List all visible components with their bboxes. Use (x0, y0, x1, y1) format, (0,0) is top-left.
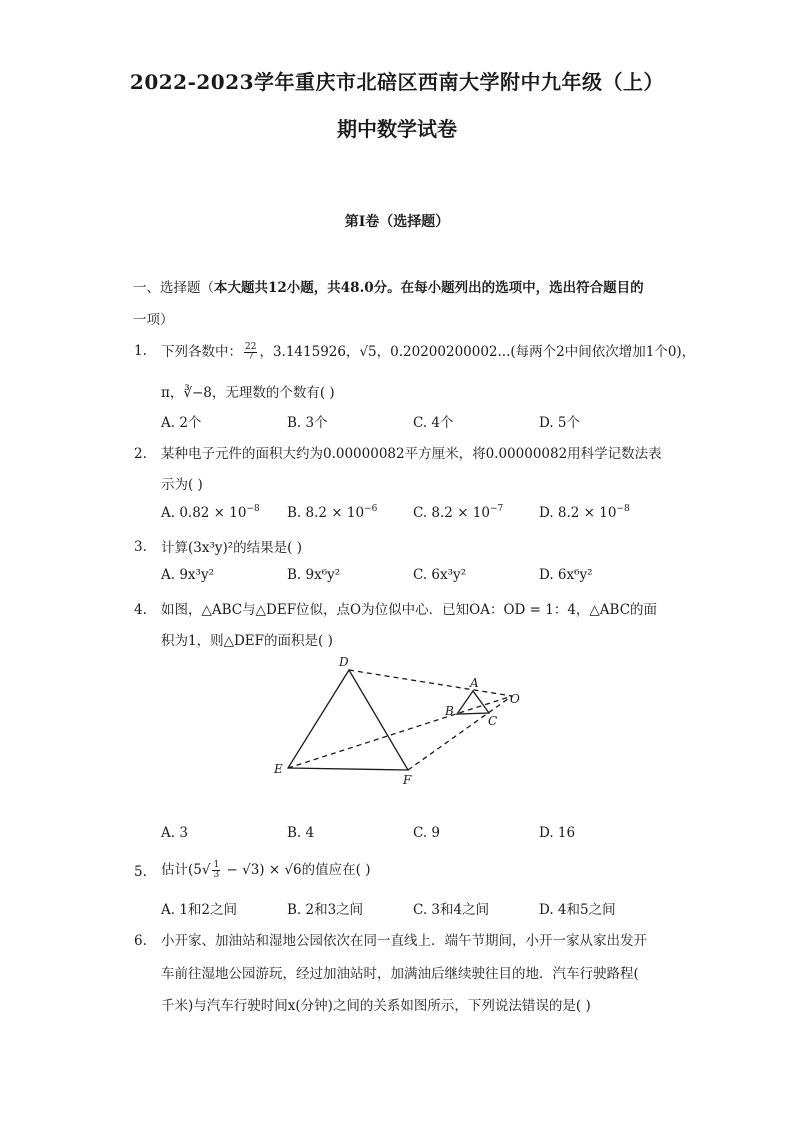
fraction-numerator: 1 (213, 860, 220, 870)
option-text: C. 8.2 × 10 (413, 505, 490, 521)
option-b (287, 504, 377, 521)
question-number: 4. (134, 602, 147, 618)
exam-title: 2022-2023学年重庆市北碚区西南大学附中九年级（上） (129, 70, 665, 94)
exponent: −8 (246, 504, 260, 514)
question-text: 积为1，则△DEF的面积是( ) (161, 633, 333, 649)
label-a: A (470, 676, 479, 690)
fraction (244, 343, 257, 362)
radical-sign: √ (201, 862, 211, 878)
question-text-part: ，3.1415926，√5，0.20200200002...(每两个2中间依次增加1个0)， (259, 344, 696, 360)
label-d: D (339, 655, 349, 669)
label-c: C (488, 714, 498, 728)
option-d: D. 16 (539, 825, 576, 841)
question-number: 3. (134, 539, 147, 555)
option-d: D. 6x⁶y² (539, 567, 593, 583)
option-a (161, 504, 260, 521)
exponent: −6 (364, 504, 378, 514)
exam-subtitle: 期中数学试卷 (337, 117, 457, 141)
triangle-def (288, 670, 408, 770)
option-d (539, 504, 630, 521)
triangle-abc (457, 691, 489, 714)
fraction-denominator: 7 (247, 352, 254, 362)
question-text-part: − √3) × √6的值应在( ) (222, 862, 371, 878)
question-text: 车前往湿地公园游玩，经过加油站时，加满油后继续驶往目的地．汽车行驶路程( (161, 966, 639, 982)
fraction-denominator: 3 (213, 870, 220, 880)
volume-heading: 第I卷（选择题） (344, 214, 450, 230)
option-c: C. 9 (413, 825, 441, 841)
option-b: B. 4 (287, 825, 315, 841)
option-c (413, 504, 503, 521)
question-text: 如图，△ABC与△DEF位似，点O为位似中心．已知OA：OD = 1：4，△ABC的面 (161, 602, 658, 618)
question-number: 5. (134, 864, 147, 880)
option-b: B. 9x⁶y² (287, 567, 341, 583)
dashed-line-fo (408, 696, 512, 770)
option-d: D. 5个 (539, 415, 581, 431)
question-text: π，∛−8，无理数的个数有( ) (161, 385, 335, 401)
fraction-numerator: 22 (245, 342, 257, 352)
option-b: B. 3个 (287, 415, 328, 431)
label-o: O (510, 692, 520, 706)
exponent: −7 (489, 504, 504, 514)
question-number: 2. (134, 446, 147, 462)
question-number: 1. (134, 343, 147, 359)
question-text: 小开家、加油站和湿地公园依次在同一直线上．端午节期间，小开一家从家出发开 (161, 933, 647, 949)
exponent: −8 (616, 504, 630, 514)
similar-triangles-figure (260, 650, 530, 790)
section-instructions: 本大题共12小题，共48.0分。在每小题列出的选项中，选出符合题目的 (214, 280, 644, 296)
question-text-part: 下列各数中： (161, 344, 242, 360)
option-a: A. 1和2之间 (161, 902, 238, 918)
option-a: A. 2个 (161, 415, 202, 431)
option-a: A. 3 (161, 825, 188, 841)
question-number: 6. (134, 933, 147, 949)
option-c: C. 6x³y² (413, 567, 467, 583)
label-f: F (403, 773, 412, 787)
question-text: 千米)与汽车行驶时间x(分钟)之间的关系如图所示，下列说法错误的是( ) (161, 998, 591, 1014)
question-text-part: 估计(5 (161, 862, 202, 878)
option-c: C. 4个 (413, 415, 454, 431)
question-text: 示为( ) (161, 477, 203, 493)
option-b: B. 2和3之间 (287, 902, 364, 918)
option-text: D. 8.2 × 10 (539, 505, 617, 521)
question-text (161, 858, 370, 880)
label-e: E (274, 762, 283, 776)
section-heading (133, 272, 673, 336)
label-b: B (445, 704, 454, 718)
question-text: 计算(3x³y)²的结果是( ) (161, 540, 303, 556)
question-text (161, 340, 695, 362)
option-text: A. 0.82 × 10 (161, 505, 247, 521)
option-c: C. 3和4之间 (413, 902, 490, 918)
question-text: 某种电子元件的面积大约为0.00000082平方厘米，将0.00000082用科学记数法表 (161, 446, 662, 462)
option-d: D. 4和5之间 (539, 902, 616, 918)
section-suffix: 一项） (133, 312, 174, 328)
option-a: A. 9x³y² (161, 567, 214, 583)
dashed-line-do (349, 670, 512, 696)
option-text: B. 8.2 × 10 (287, 505, 365, 521)
fraction (212, 861, 220, 880)
section-prefix: 一、选择题（ (133, 280, 214, 296)
